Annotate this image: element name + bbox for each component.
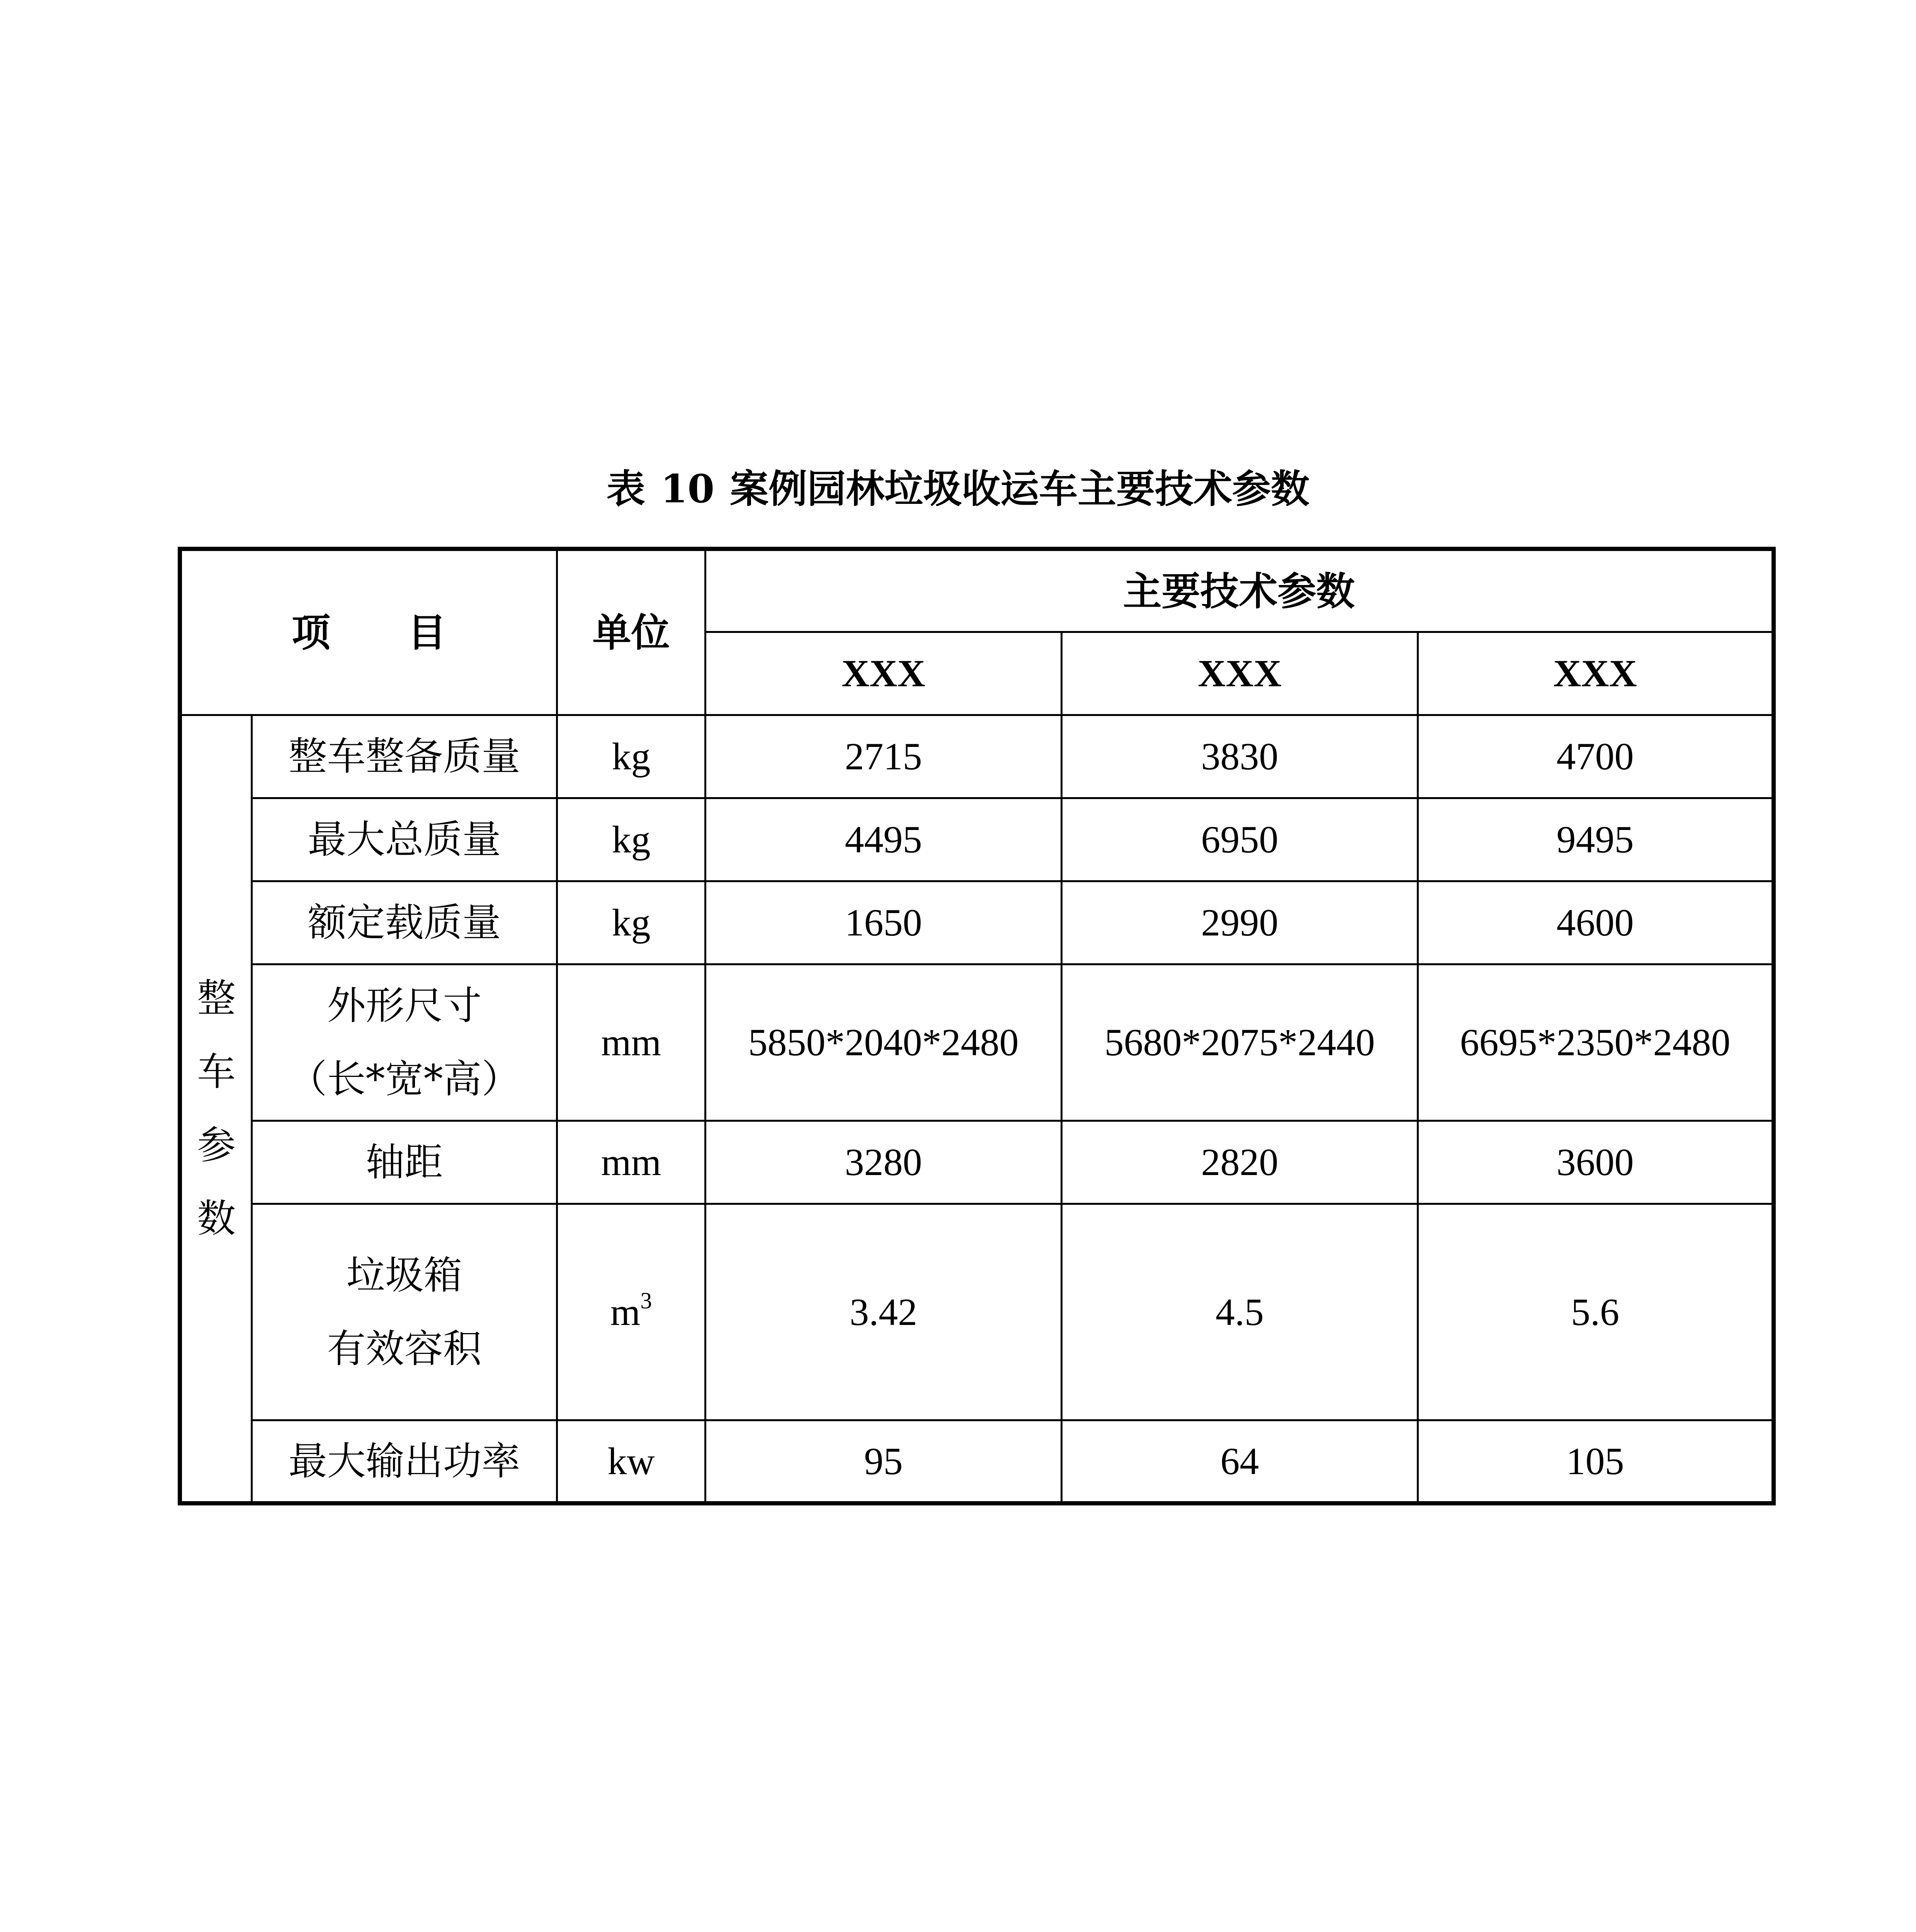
row-unit: mm [557, 964, 706, 1121]
row-value: 105 [1418, 1420, 1774, 1503]
row-name [252, 964, 557, 1121]
caption-number: 10 [660, 466, 715, 512]
row-value: 5850*2040*2480 [706, 964, 1062, 1121]
caption-label: 表 [606, 466, 645, 512]
row-value: 6950 [1062, 798, 1418, 881]
row-name-line: 垃圾箱 [346, 1252, 462, 1298]
row-value: 3280 [706, 1121, 1062, 1204]
group-label-char: 整 [197, 976, 236, 1021]
row-unit [557, 1204, 706, 1420]
row-value: 4495 [706, 798, 1062, 881]
row-unit: kw [557, 1420, 706, 1503]
unit-base: m [610, 1290, 641, 1333]
group-label-char: 数 [197, 1196, 236, 1241]
row-name-line: 外形尺寸 [327, 983, 482, 1028]
table-row [180, 881, 1774, 964]
table-caption [0, 458, 1916, 520]
row-value: 3.42 [706, 1204, 1062, 1420]
row-unit: kg [557, 798, 706, 881]
row-value: 5680*2075*2440 [1062, 964, 1418, 1121]
row-value: 64 [1062, 1420, 1418, 1503]
row-name-line: 有效容积 [327, 1326, 482, 1371]
table-row [180, 1420, 1774, 1503]
unit-superscript: 3 [640, 1287, 652, 1313]
row-name-line: （长*宽*高） [288, 1056, 520, 1102]
group-label-char: 参 [197, 1122, 236, 1168]
table-row [180, 964, 1774, 1121]
header-row-1 [180, 549, 1774, 632]
caption-title: 案例园林垃圾收运车主要技术参数 [730, 466, 1310, 512]
row-name: 最大总质量 [252, 798, 557, 881]
row-unit: kg [557, 881, 706, 964]
group-label-vehicle-parameters [180, 715, 252, 1503]
row-value: 3830 [1062, 715, 1418, 798]
row-name [252, 1204, 557, 1420]
row-value: 4.5 [1062, 1204, 1418, 1420]
header-main-parameters: 主要技术参数 [706, 549, 1774, 632]
row-value: 5.6 [1418, 1204, 1774, 1420]
row-value: 2820 [1062, 1121, 1418, 1204]
row-value: 2990 [1062, 881, 1418, 964]
row-unit: mm [557, 1121, 706, 1204]
header-model-3: XXX [1418, 632, 1774, 715]
technical-parameters-table [178, 547, 1776, 1505]
row-name: 轴距 [252, 1121, 557, 1204]
header-item: 项 目 [180, 549, 557, 715]
row-value: 6695*2350*2480 [1418, 964, 1774, 1121]
row-value: 2715 [706, 715, 1062, 798]
header-model-2: XXX [1062, 632, 1418, 715]
row-value: 4600 [1418, 881, 1774, 964]
table-row [180, 1121, 1774, 1204]
table-row [180, 715, 1774, 798]
row-value: 9495 [1418, 798, 1774, 881]
row-value: 1650 [706, 881, 1062, 964]
row-name: 最大输出功率 [252, 1420, 557, 1503]
row-value: 4700 [1418, 715, 1774, 798]
row-value: 3600 [1418, 1121, 1774, 1204]
row-value: 95 [706, 1420, 1062, 1503]
row-name: 整车整备质量 [252, 715, 557, 798]
group-label-char: 车 [197, 1049, 236, 1094]
table-row [180, 1204, 1774, 1420]
header-unit: 单位 [557, 549, 706, 715]
row-name: 额定载质量 [252, 881, 557, 964]
table-row [180, 798, 1774, 881]
row-unit: kg [557, 715, 706, 798]
header-model-1: XXX [706, 632, 1062, 715]
